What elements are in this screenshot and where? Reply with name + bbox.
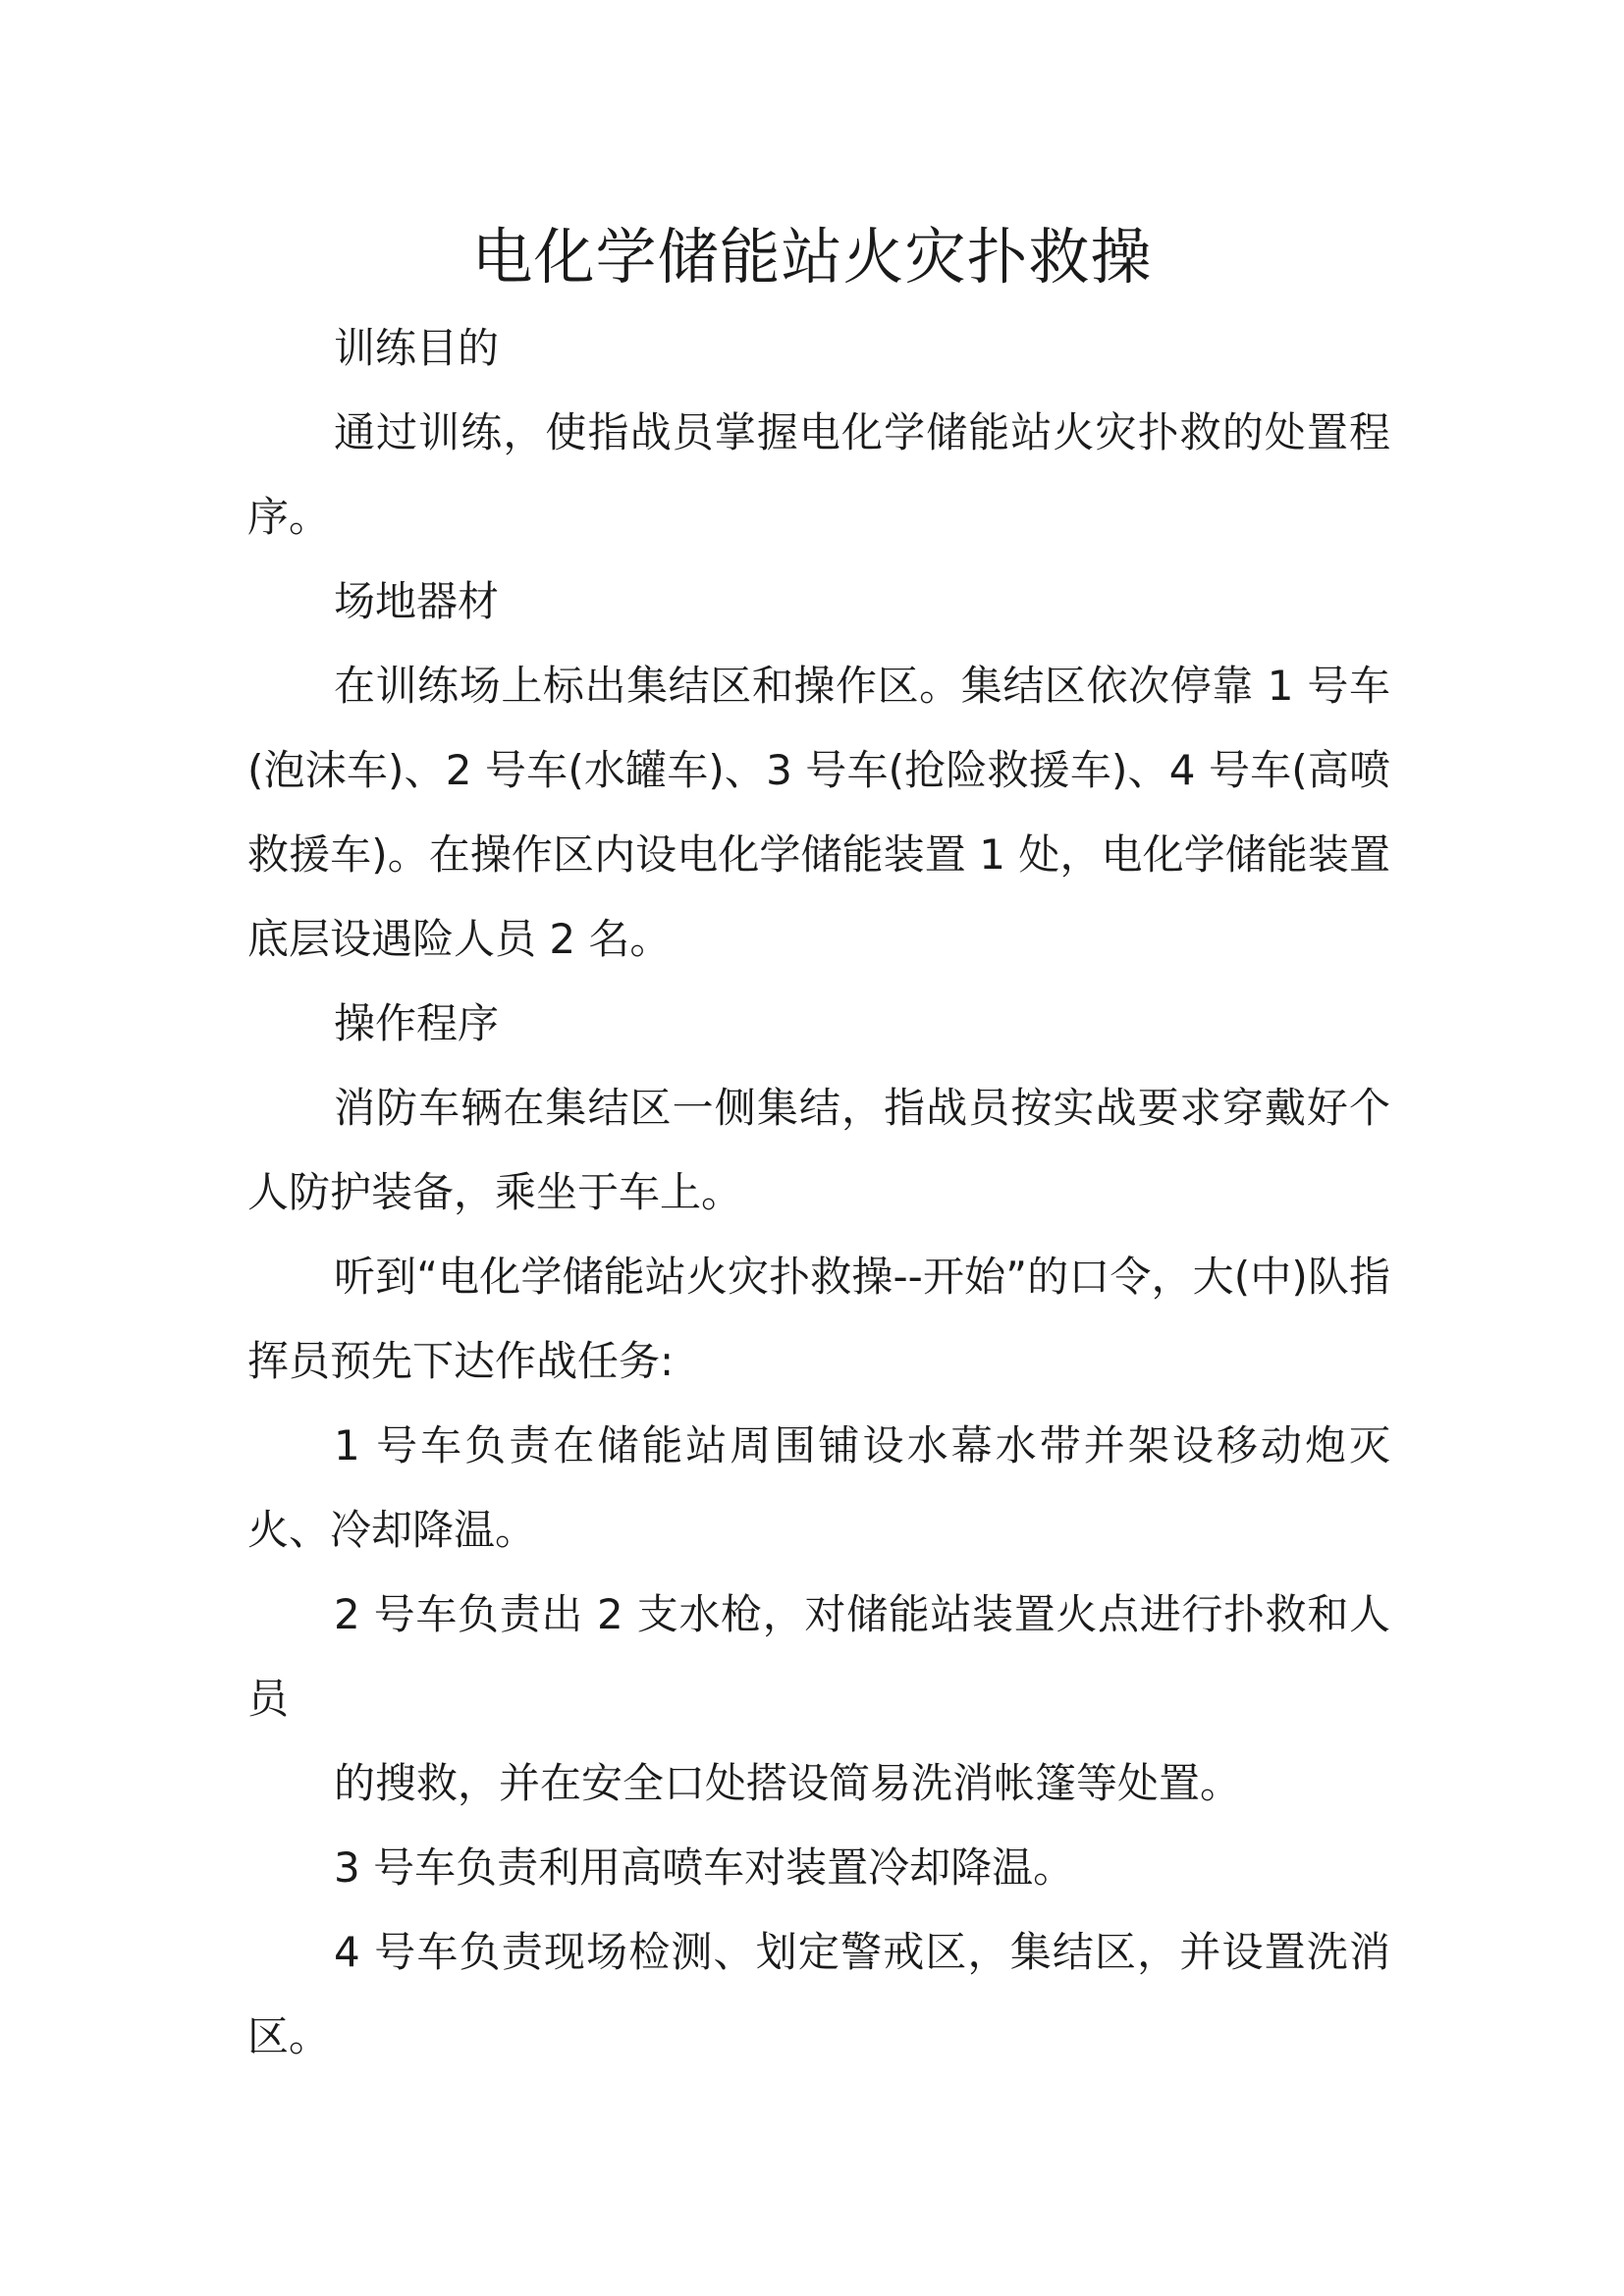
paragraph-training-goal: 通过训练，使指战员掌握电化学储能站火灾扑救的处置程序。 [247,408,1390,541]
section-heading-procedure: 操作程序 [334,999,500,1047]
paragraph-vehicle-1-task: 1 号车负责在储能站周围铺设水幕水带并架设移动炮灭火、冷却降温。 [247,1421,1390,1554]
paragraph-procedure-assembly: 消防车辆在集结区一侧集结，指战员按实战要求穿戴好个人防护装备，乘坐于车上。 [247,1084,1390,1216]
paragraph-vehicle-4-task: 4 号车负责现场检测、划定警戒区，集结区，并设置洗消区。 [247,1928,1390,2060]
paragraph-vehicle-2-task: 2 号车负责出 2 支水枪，对储能站装置火点进行扑救和人员 [247,1590,1390,1723]
paragraph-vehicle-2-task-continued: 的搜救，并在安全口处搭设简易洗消帐篷等处置。 [334,1759,1242,1807]
document-title: 电化学储能站火灾扑救操 [471,221,1153,293]
paragraph-procedure-command: 听到“电化学储能站火灾扑救操--开始”的口令，大(中)队指挥员预先下达作战任务: [247,1253,1390,1385]
section-heading-training-goal: 训练目的 [334,324,500,372]
document-body [247,306,1390,2079]
section-heading-site-equipment: 场地器材 [334,577,500,625]
paragraph-vehicle-3-task: 3 号车负责利用高喷车对装置冷却降温。 [334,1843,1075,1892]
paragraph-site-equipment: 在训练场上标出集结区和操作区。集结区依次停靠 1 号车(泡沫车)、2 号车(水罐车)、3 号车(抢险救援车)、4 号车(高喷救援车)。在操作区内设电化学储能装置 1 处，电化学储能装置底层设遇险人员 2 名。 [247,662,1390,963]
